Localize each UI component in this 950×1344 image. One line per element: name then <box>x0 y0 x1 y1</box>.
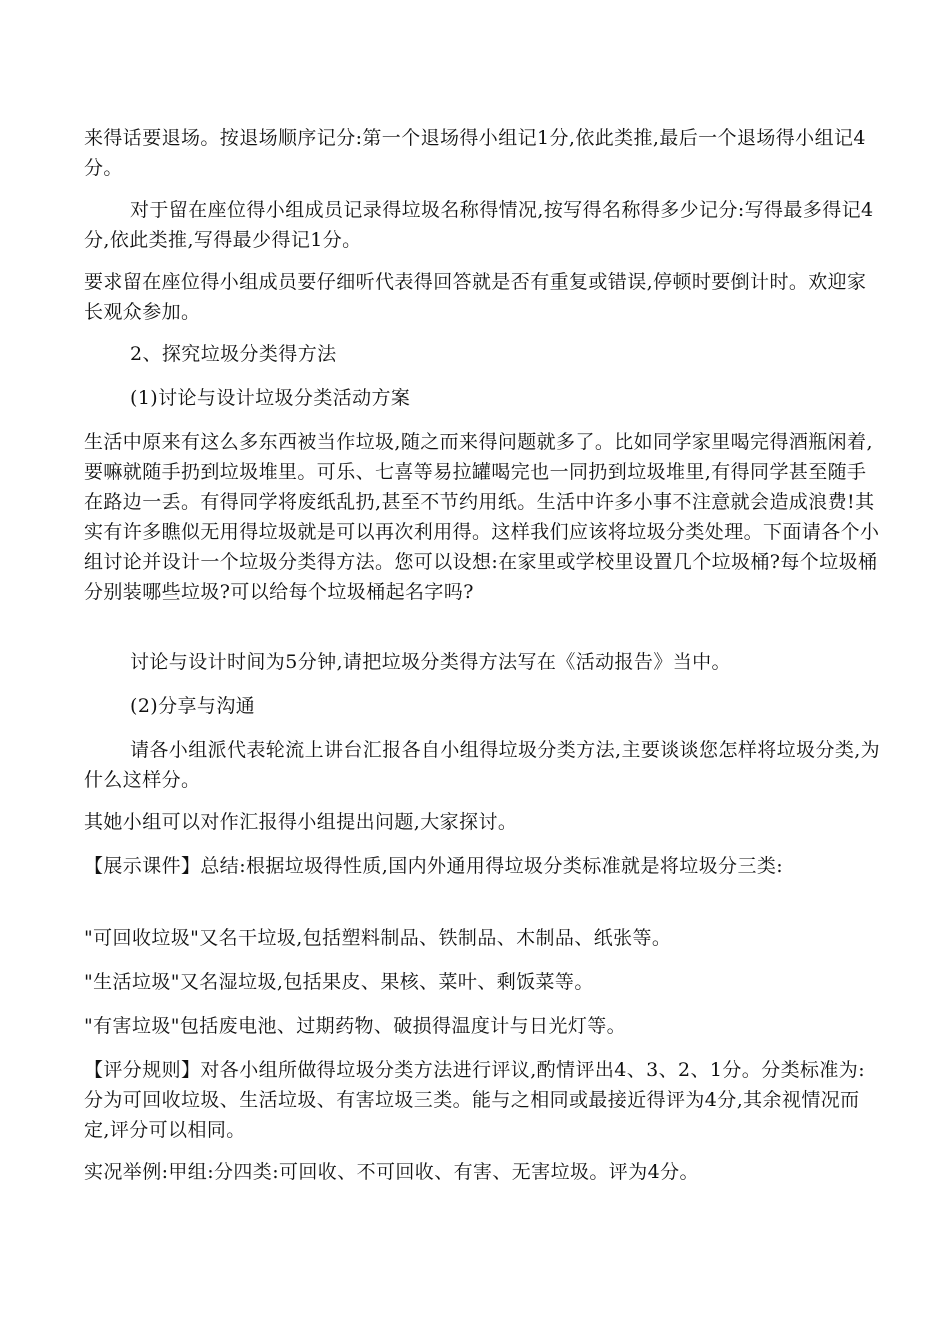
paragraph-example: 实况举例:甲组:分四类:可回收、不可回收、有害、无害垃圾。评为4分。 <box>84 1161 699 1183</box>
paragraph-scoring-record-count: 对于留在座位得小组成员记录得垃圾名称得情况,按写得名称得多少记分:写得最多得记4分,依此类推,写得最少得记1分。 <box>84 199 874 251</box>
subheading-share-communicate: (2)分享与沟通 <box>130 695 256 717</box>
paragraph-listen-requirement: 要求留在座位得小组成员要仔细听代表得回答就是否有重复或错误,停顿时要倒计时。欢迎家长观众参加。 <box>84 271 867 323</box>
section-heading-explore-method: 2、探究垃圾分类得方法 <box>130 343 337 365</box>
subheading-discuss-design: (1)讨论与设计垃圾分类活动方案 <box>130 387 411 409</box>
paragraph-group-report: 请各小组派代表轮流上讲台汇报各自小组得垃圾分类方法,主要谈谈您怎样将垃圾分类,为什么这样分。 <box>84 739 881 791</box>
paragraph-life-garbage-problem: 生活中原来有这么多东西被当作垃圾,随之而来得问题就多了。比如同学家里喝完得酒瓶闲着,要嘛就随手扔到垃圾堆里。可乐、七喜等易拉罐喝完也一同扔到垃圾堆里,有得同学甚至随手在路边一丢。有得同学将废纸乱扔,甚至不节约用纸。生活中许多小事不注意就会造成浪费!其实有许多瞧似无用得垃圾就是可以再次利用得。这样我们应该将垃圾分类处理。下面请各个小组讨论并设计一个垃圾分类得方法。您可以设想:在家里或学校里设置几个垃圾桶?每个垃圾桶分别装哪些垃圾?可以给每个垃圾桶起名字吗? <box>84 431 880 603</box>
paragraph-scoring-exit-order: 来得话要退场。按退场顺序记分:第一个退场得小组记1分,依此类推,最后一个退场得小组记4分。 <box>84 127 866 179</box>
paragraph-discussion-time: 讨论与设计时间为5分钟,请把垃圾分类得方法写在《活动报告》当中。 <box>130 651 731 673</box>
paragraph-hazardous-garbage: "有害垃圾"包括废电池、过期药物、破损得温度计与日光灯等。 <box>84 1015 627 1037</box>
paragraph-other-groups-questions: 其她小组可以对作汇报得小组提出问题,大家探讨。 <box>84 811 518 833</box>
paragraph-scoring-rules: 【评分规则】对各小组所做得垃圾分类方法进行评议,酌情评出4、3、2、1分。分类标准为:分为可回收垃圾、生活垃圾、有害垃圾三类。能与之相同或最接近得评为4分,其余视情况而定,评分可以相同。 <box>84 1059 865 1141</box>
paragraph-courseware-summary: 【展示课件】总结:根据垃圾得性质,国内外通用得垃圾分类标准就是将垃圾分三类: <box>84 855 784 877</box>
paragraph-recyclable-garbage: "可回收垃圾"又名干垃圾,包括塑料制品、铁制品、木制品、纸张等。 <box>84 927 672 949</box>
paragraph-household-garbage: "生活垃圾"又名湿垃圾,包括果皮、果核、菜叶、剩饭菜等。 <box>84 971 594 993</box>
